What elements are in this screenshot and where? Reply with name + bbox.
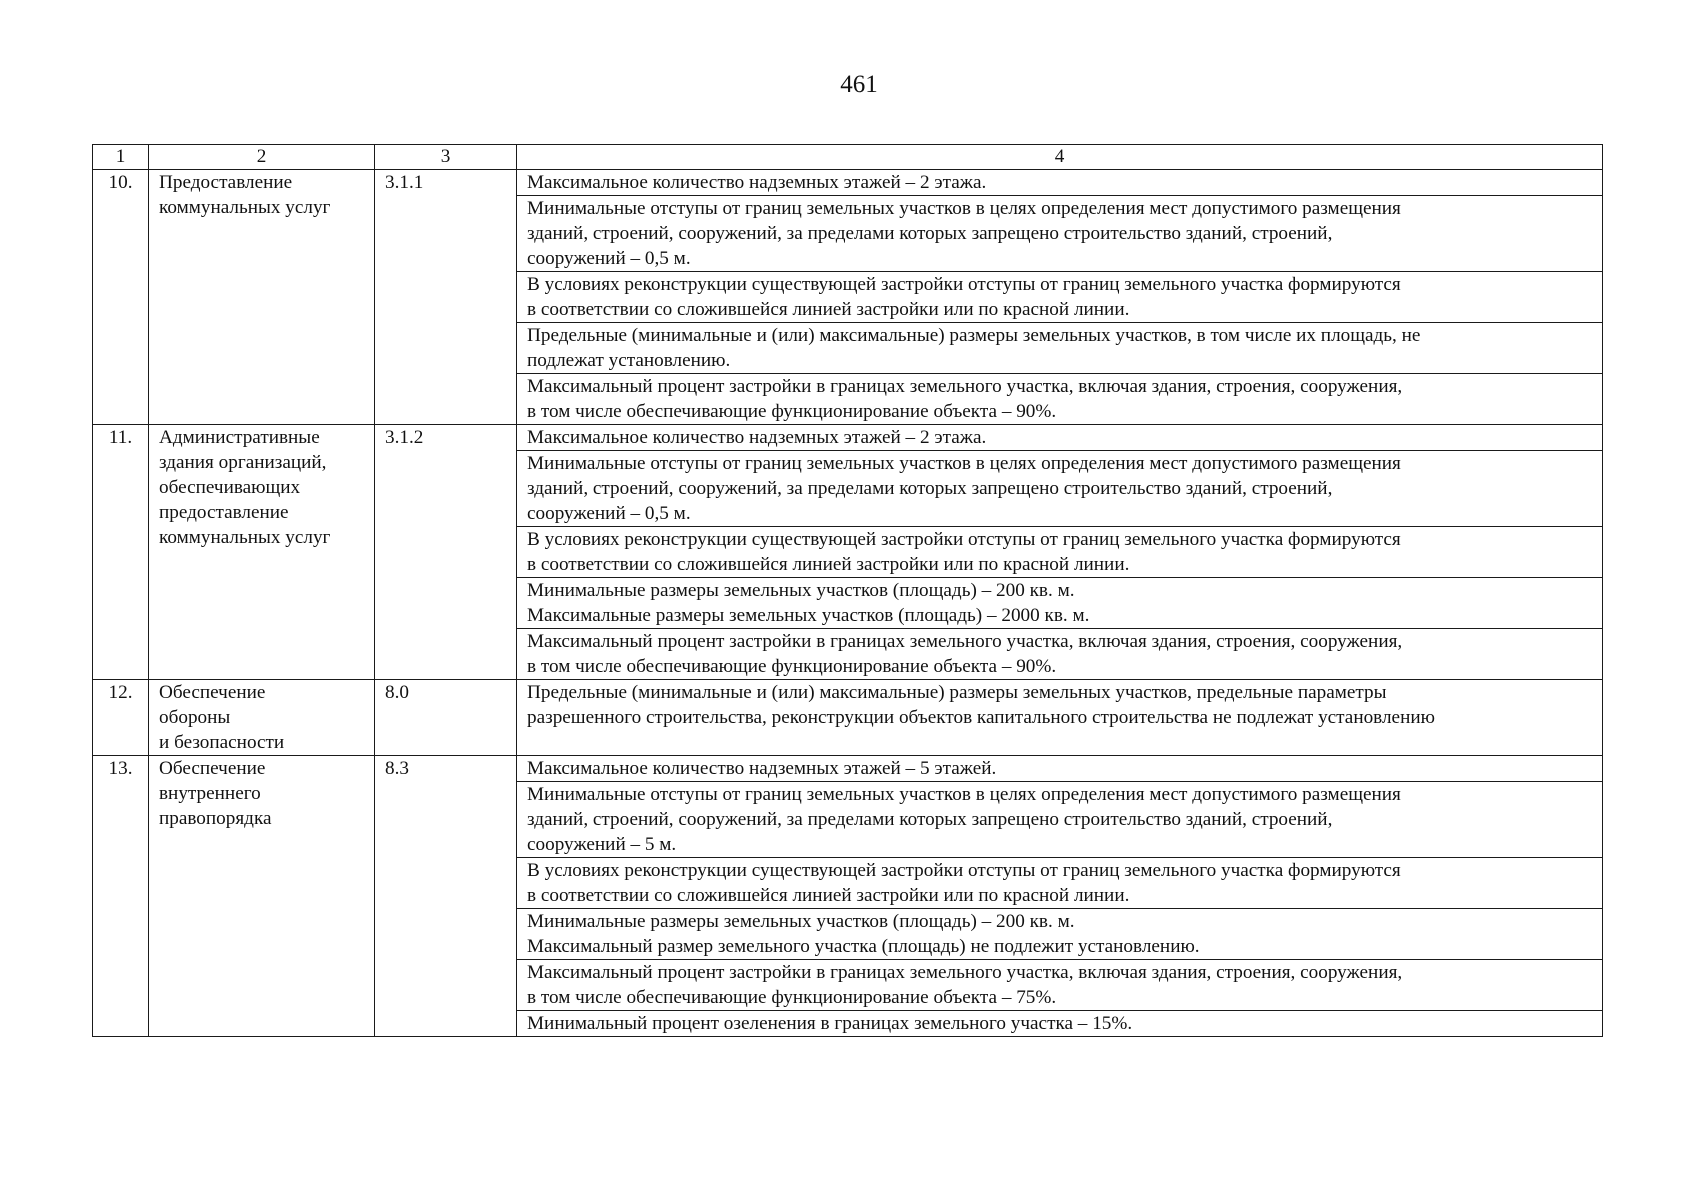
parameter-line: сооружений – 0,5 м. xyxy=(527,248,691,269)
parameter-line: зданий, строений, сооружений, за пределами которых запрещено строительство зданий, строений, xyxy=(527,478,1333,499)
parameter-line: Минимальные отступы от границ земельных участков в целях определения мест допустимого размещения xyxy=(527,784,1401,805)
parameter-line: зданий, строений, сооружений, за пределами которых запрещено строительство зданий, строений, xyxy=(527,809,1333,830)
use-type-name-line: здания организаций, xyxy=(159,452,327,473)
parameter-line: сооружений – 0,5 м. xyxy=(527,503,691,524)
parameter-line: Максимальное количество надземных этажей – 2 этажа. xyxy=(527,172,987,193)
use-type-name-line: Обеспечение xyxy=(159,682,266,703)
parameter-line: подлежат установлению. xyxy=(527,350,731,371)
regulations-table xyxy=(92,144,1603,1037)
parameter-cell xyxy=(517,451,1603,527)
parameter-cell xyxy=(517,527,1603,578)
row-number: 10. xyxy=(93,170,149,425)
table-row xyxy=(93,756,1603,782)
parameter-cell xyxy=(517,272,1603,323)
parameter-line: Предельные (минимальные и (или) максимальные) размеры земельных участков, предельные параметры xyxy=(527,682,1387,703)
use-type-code: 8.0 xyxy=(375,680,517,756)
parameter-cell xyxy=(517,858,1603,909)
parameter-line: Максимальные размеры земельных участков (площадь) – 2000 кв. м. xyxy=(527,605,1090,626)
use-type-name xyxy=(149,425,375,680)
use-type-name-line: и безопасности xyxy=(159,732,285,753)
column-number-row xyxy=(93,145,1603,170)
parameter-line: Максимальный процент застройки в границах земельного участка, включая здания, строения, сооружения, xyxy=(527,631,1403,652)
parameter-line: разрешенного строительства, реконструкции объектов капитального строительства не подлежат установлению xyxy=(527,707,1435,728)
parameter-line: в соответствии со сложившейся линией застройки или по красной линии. xyxy=(527,299,1130,320)
column-header: 3 xyxy=(375,145,517,170)
parameter-cell xyxy=(517,680,1603,756)
column-header: 2 xyxy=(149,145,375,170)
row-number: 12. xyxy=(93,680,149,756)
parameter-cell xyxy=(517,756,1603,782)
parameter-line: в том числе обеспечивающие функционирование объекта – 75%. xyxy=(527,987,1057,1008)
use-type-name xyxy=(149,680,375,756)
parameter-line: В условиях реконструкции существующей застройки отступы от границ земельного участка формируются xyxy=(527,529,1401,550)
parameter-cell xyxy=(517,578,1603,629)
use-type-name-line: коммунальных услуг xyxy=(159,197,331,218)
use-type-name-line: Обеспечение xyxy=(159,758,266,779)
use-type-name xyxy=(149,170,375,425)
use-type-name-line: правопорядка xyxy=(159,808,272,829)
parameter-cell xyxy=(517,1011,1603,1037)
parameter-line: Максимальный процент застройки в границах земельного участка, включая здания, строения, сооружения, xyxy=(527,962,1403,983)
column-header: 4 xyxy=(517,145,1603,170)
use-type-name-line: Предоставление xyxy=(159,172,293,193)
parameter-line: Максимальный процент застройки в границах земельного участка, включая здания, строения, сооружения, xyxy=(527,376,1403,397)
parameter-line: в соответствии со сложившейся линией застройки или по красной линии. xyxy=(527,554,1130,575)
parameter-line: зданий, строений, сооружений, за пределами которых запрещено строительство зданий, строений, xyxy=(527,223,1333,244)
parameter-line: в соответствии со сложившейся линией застройки или по красной линии. xyxy=(527,885,1130,906)
parameter-line: В условиях реконструкции существующей застройки отступы от границ земельного участка формируются xyxy=(527,274,1401,295)
parameter-line: Минимальные отступы от границ земельных участков в целях определения мест допустимого размещения xyxy=(527,453,1401,474)
parameter-line: Минимальные размеры земельных участков (площадь) – 200 кв. м. xyxy=(527,911,1075,932)
use-type-name xyxy=(149,756,375,1037)
parameter-cell xyxy=(517,196,1603,272)
parameter-cell xyxy=(517,170,1603,196)
parameter-cell xyxy=(517,629,1603,680)
table-row xyxy=(93,170,1603,196)
row-number: 11. xyxy=(93,425,149,680)
column-header: 1 xyxy=(93,145,149,170)
use-type-code: 3.1.1 xyxy=(375,170,517,425)
use-type-code: 8.3 xyxy=(375,756,517,1037)
parameter-line: Максимальное количество надземных этажей – 2 этажа. xyxy=(527,427,987,448)
use-type-name-line: Административные xyxy=(159,427,320,448)
parameter-line: в том числе обеспечивающие функционирование объекта – 90%. xyxy=(527,401,1057,422)
table-body xyxy=(93,170,1603,1037)
parameter-cell xyxy=(517,323,1603,374)
table-row xyxy=(93,425,1603,451)
parameter-cell xyxy=(517,960,1603,1011)
use-type-name-line: обеспечивающих xyxy=(159,477,301,498)
use-type-code: 3.1.2 xyxy=(375,425,517,680)
use-type-name-line: обороны xyxy=(159,707,231,728)
use-type-name-line: внутреннего xyxy=(159,783,261,804)
parameter-line: Максимальный размер земельного участка (площадь) не подлежит установлению. xyxy=(527,936,1200,957)
parameter-line: Минимальные отступы от границ земельных участков в целях определения мест допустимого размещения xyxy=(527,198,1401,219)
parameter-line: Минимальные размеры земельных участков (площадь) – 200 кв. м. xyxy=(527,580,1075,601)
table-row xyxy=(93,680,1603,756)
parameter-line: Минимальный процент озеленения в границах земельного участка – 15%. xyxy=(527,1013,1133,1034)
parameter-line: сооружений – 5 м. xyxy=(527,834,677,855)
parameter-line: Максимальное количество надземных этажей – 5 этажей. xyxy=(527,758,997,779)
parameter-line: в том числе обеспечивающие функционирование объекта – 90%. xyxy=(527,656,1057,677)
parameter-cell xyxy=(517,425,1603,451)
parameter-cell xyxy=(517,909,1603,960)
parameter-line: Предельные (минимальные и (или) максимальные) размеры земельных участков, в том числе их площадь, не xyxy=(527,325,1421,346)
use-type-name-line: коммунальных услуг xyxy=(159,527,331,548)
use-type-name-line: предоставление xyxy=(159,502,289,523)
page-number: 461 xyxy=(840,71,878,98)
row-number: 13. xyxy=(93,756,149,1037)
parameter-cell xyxy=(517,374,1603,425)
parameter-line: В условиях реконструкции существующей застройки отступы от границ земельного участка формируются xyxy=(527,860,1401,881)
parameter-cell xyxy=(517,782,1603,858)
